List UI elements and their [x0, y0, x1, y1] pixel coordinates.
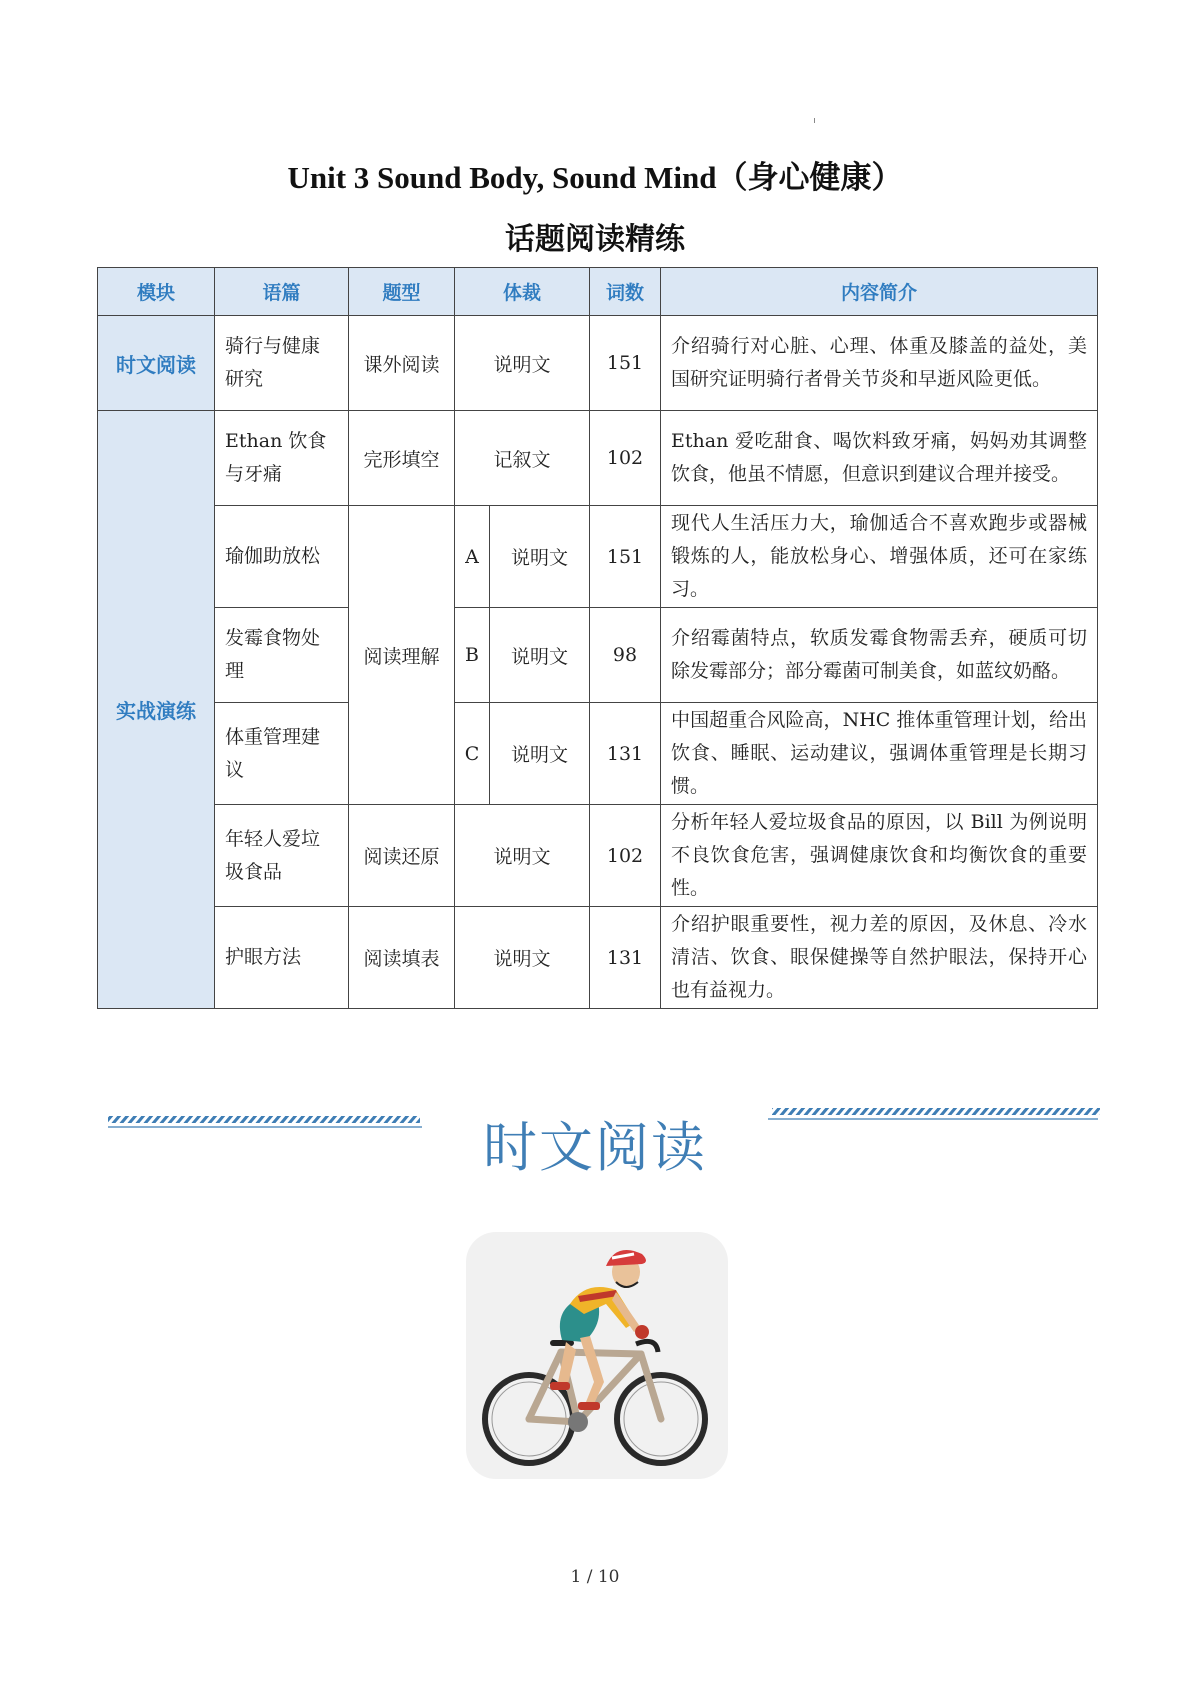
passage-cell: 体重管理建议 — [215, 703, 349, 805]
header-passage: 语篇 — [215, 268, 349, 316]
document-title: Unit 3 Sound Body, Sound Mind（身心健康） — [287, 160, 903, 195]
module-cell: 实战演练 — [98, 411, 215, 1009]
header-words: 词数 — [590, 268, 661, 316]
header-genre: 体裁 — [455, 268, 590, 316]
desc-cell: 中国超重合风险高，NHC 推体重管理计划，给出饮食、睡眠、运动建议，强调体重管理是长期习惯。 — [661, 703, 1098, 805]
desc-cell: 现代人生活压力大，瑜伽适合不喜欢跑步或器械锻炼的人，能放松身心、增强体质，还可在家练习。 — [661, 506, 1098, 608]
desc-cell: 介绍骑行对心脏、心理、体重及膝盖的益处，美国研究证明骑行者骨关节炎和早逝风险更低。 — [661, 316, 1098, 411]
words-cell: 151 — [590, 316, 661, 411]
passage-cell: Ethan 饮食与牙痛 — [215, 411, 349, 506]
cyclist-icon — [466, 1232, 728, 1479]
page-mark — [814, 118, 815, 123]
summary-table — [97, 267, 1098, 1009]
genre-cell: 说明文 — [490, 608, 590, 703]
table-row — [98, 805, 1098, 907]
genre-cell: 说明文 — [490, 506, 590, 608]
words-cell: 98 — [590, 608, 661, 703]
table-row — [98, 608, 1098, 703]
letter-cell: A — [455, 506, 490, 608]
table-row — [98, 907, 1098, 1009]
section-heading: 时文阅读 — [483, 1116, 707, 1179]
table-row — [98, 316, 1098, 411]
document-subtitle: 话题阅读精练 — [505, 222, 685, 257]
header-type: 题型 — [349, 268, 455, 316]
type-cell: 阅读还原 — [349, 805, 455, 907]
words-cell: 151 — [590, 506, 661, 608]
genre-cell: 记叙文 — [455, 411, 590, 506]
passage-cell: 瑜伽助放松 — [215, 506, 349, 608]
table-row — [98, 703, 1098, 805]
table-row — [98, 411, 1098, 506]
desc-cell: 介绍护眼重要性，视力差的原因，及休息、冷水清洁、饮食、眼保健操等自然护眼法，保持开心也有益视力。 — [661, 907, 1098, 1009]
words-cell: 131 — [590, 907, 661, 1009]
words-cell: 102 — [590, 411, 661, 506]
page-number: 1 / 10 — [570, 1567, 620, 1587]
type-cell: 阅读理解 — [349, 506, 455, 805]
passage-cell: 年轻人爱垃圾食品 — [215, 805, 349, 907]
passage-cell: 发霉食物处理 — [215, 608, 349, 703]
genre-cell: 说明文 — [455, 316, 590, 411]
desc-cell: 介绍霉菌特点，软质发霉食物需丢弃，硬质可切除发霉部分；部分霉菌可制美食，如蓝纹奶酪。 — [661, 608, 1098, 703]
passage-cell: 护眼方法 — [215, 907, 349, 1009]
type-cell: 完形填空 — [349, 411, 455, 506]
letter-cell: B — [455, 608, 490, 703]
header-desc: 内容简介 — [661, 268, 1098, 316]
words-cell: 102 — [590, 805, 661, 907]
genre-cell: 说明文 — [455, 907, 590, 1009]
table-header-row — [98, 268, 1098, 316]
cyclist-illustration — [466, 1232, 728, 1479]
passage-cell: 骑行与健康研究 — [215, 316, 349, 411]
genre-cell: 说明文 — [490, 703, 590, 805]
module-cell: 时文阅读 — [98, 316, 215, 411]
type-cell: 阅读填表 — [349, 907, 455, 1009]
letter-cell: C — [455, 703, 490, 805]
genre-cell: 说明文 — [455, 805, 590, 907]
header-module: 模块 — [98, 268, 215, 316]
table-row — [98, 506, 1098, 608]
words-cell: 131 — [590, 703, 661, 805]
desc-cell: 分析年轻人爱垃圾食品的原因，以 Bill 为例说明不良饮食危害，强调健康饮食和均衡饮食的重要性。 — [661, 805, 1098, 907]
type-cell: 课外阅读 — [349, 316, 455, 411]
desc-cell: Ethan 爱吃甜食、喝饮料致牙痛，妈妈劝其调整饮食，他虽不情愿，但意识到建议合理并接受。 — [661, 411, 1098, 506]
